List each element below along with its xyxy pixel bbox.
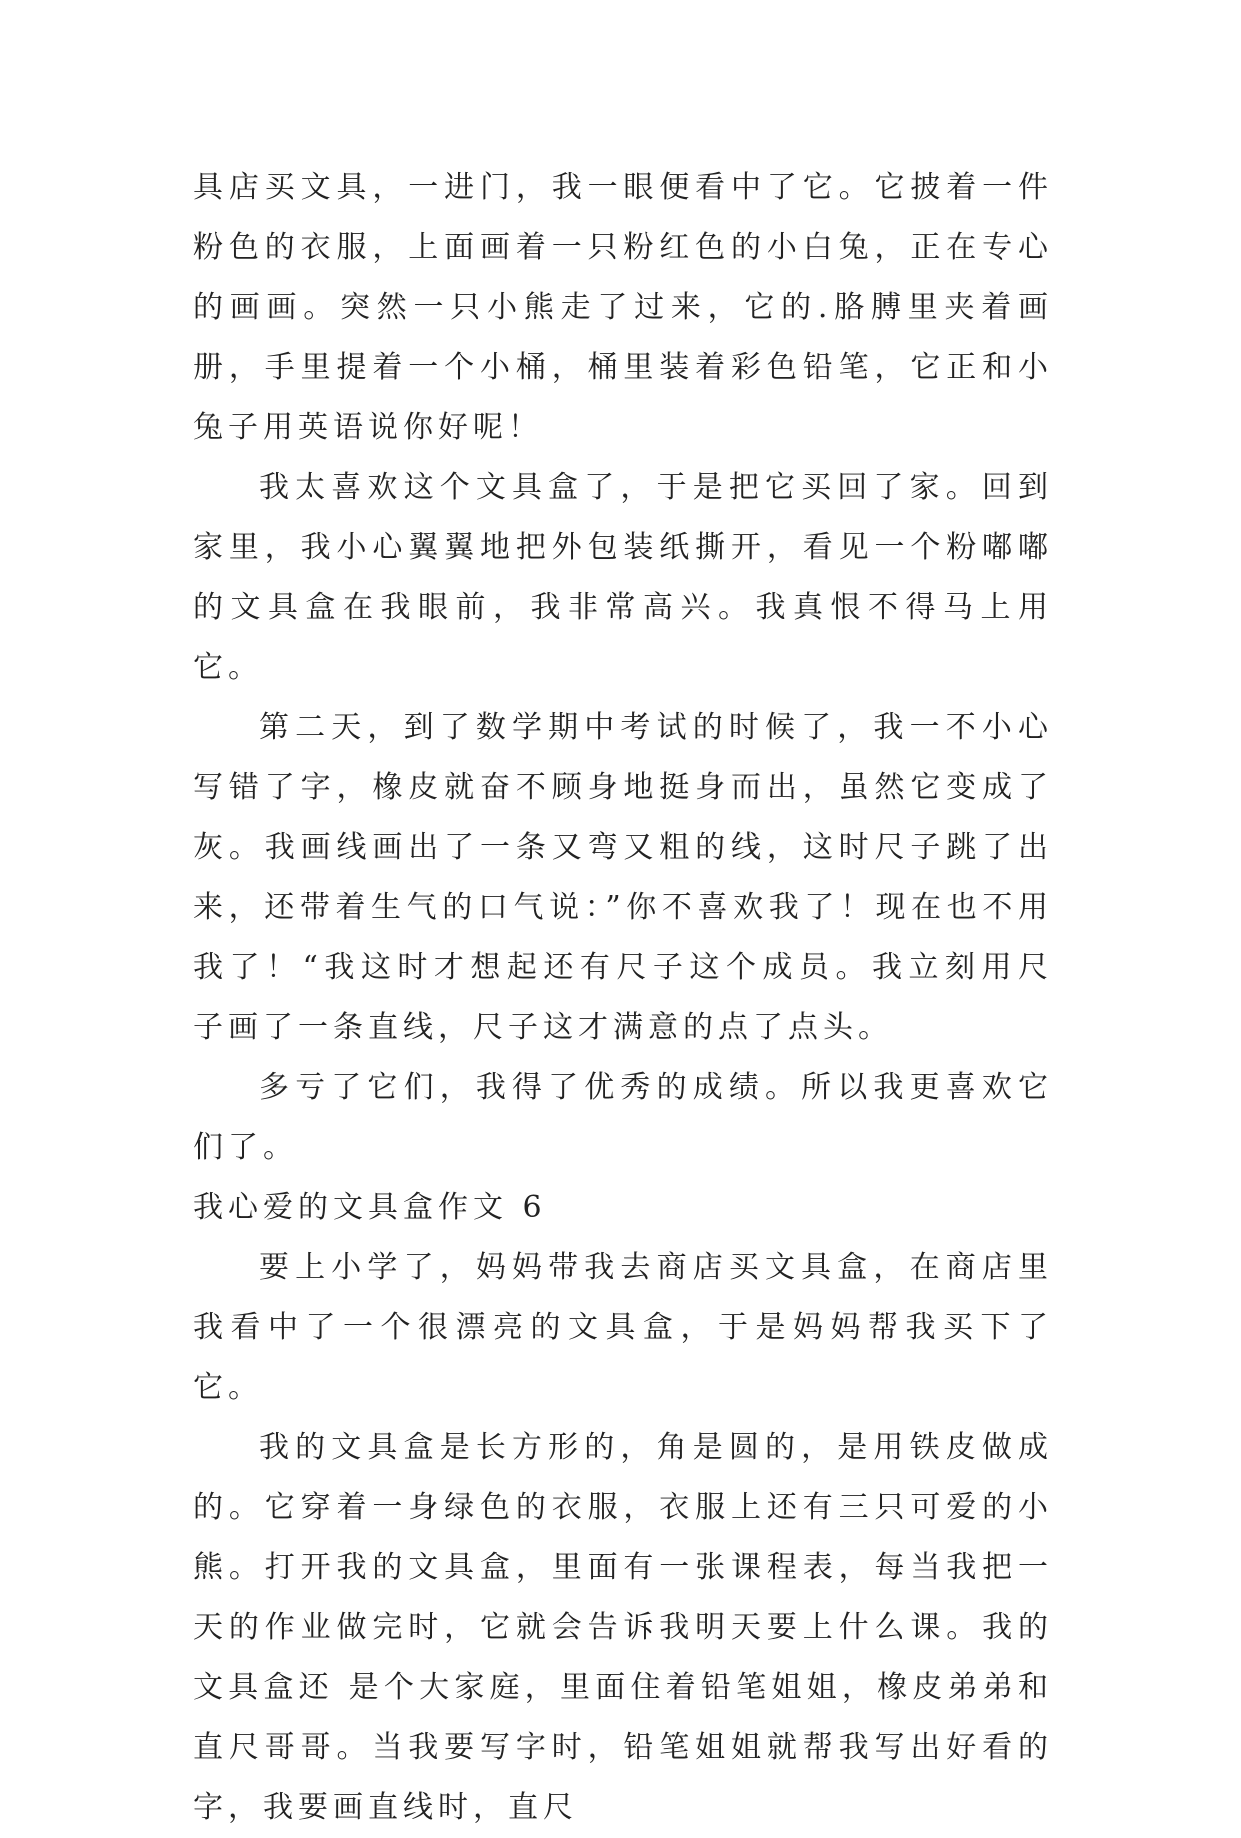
paragraph-3: 第二天，到了数学期中考试的时候了，我一不小心写错了字，橡皮就奋不顾身地挺身而出，虽然它变成了灰。我画线画出了一条又弯又粗的线，这时尺子跳了出来，还带着生气的口气说：”你不喜欢我了！现在也不用我了！“我这时才想起还有尺子这个成员。我立刻用尺子画了一条直线，尺子这才满意的点了点头。 <box>193 710 1053 1045</box>
document-body <box>193 158 1053 1838</box>
paragraph-1: 具店买文具，一进门，我一眼便看中了它。它披着一件粉色的衣服，上面画着一只粉红色的小白兔，正在专心的画画。突然一只小熊走了过来，它的.胳膊里夹着画册，手里提着一个小桶，桶里装着彩色铅笔，它正和小兔子用英语说你好呢！ <box>193 170 1053 445</box>
essay-heading: 我心爱的文具盒作文 6 <box>193 1190 547 1225</box>
paragraph-2: 我太喜欢这个文具盒了，于是把它买回了家。回到家里，我小心翼翼地把外包装纸撕开，看见一个粉嘟嘟的文具盒在我眼前，我非常高兴。我真恨不得马上用它。 <box>193 470 1053 685</box>
paragraph-4: 多亏了它们，我得了优秀的成绩。所以我更喜欢它们了。 <box>193 1070 1053 1165</box>
paragraph-5: 要上小学了，妈妈带我去商店买文具盒，在商店里我看中了一个很漂亮的文具盒，于是妈妈帮我买下了它。 <box>193 1250 1053 1405</box>
paragraph-6: 我的文具盒是长方形的，角是圆的，是用铁皮做成的。它穿着一身绿色的衣服，衣服上还有三只可爱的小熊。打开我的文具盒，里面有一张课程表，每当我把一天的作业做完时，它就会告诉我明天要上什么课。我的文具盒还 是个大家庭，里面住着铅笔姐姐，橡皮弟弟和直尺哥哥。当我要写字时，铅笔姐姐就帮我写出好看的字，我要画直线时，直尺 <box>193 1430 1053 1825</box>
